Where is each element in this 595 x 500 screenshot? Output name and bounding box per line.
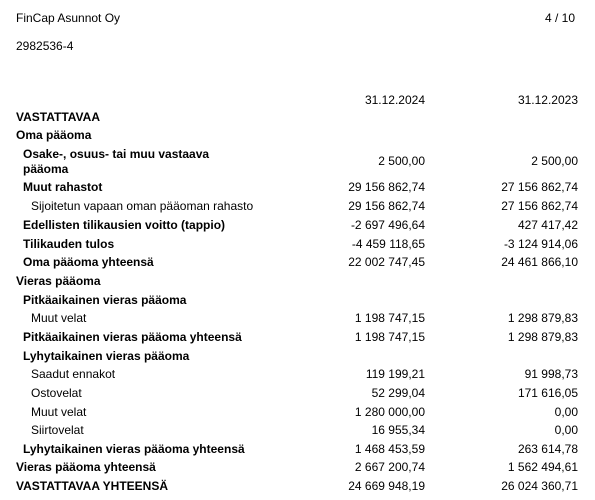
row-label: Vieras pääoma yhteensä: [16, 460, 156, 474]
row-label: Ostovelat: [31, 386, 82, 400]
value-current: 2 667 200,74: [354, 460, 425, 474]
value-previous: 0,00: [554, 405, 578, 419]
value-previous: 27 156 862,74: [501, 180, 578, 194]
row-label: Muut velat: [31, 405, 87, 419]
value-current: 22 002 747,45: [348, 255, 425, 269]
table-row: [0, 147, 595, 181]
column-header-previous: 31.12.2023: [517, 93, 578, 107]
table-row: [0, 423, 595, 441]
value-current: 2 500,00: [378, 154, 425, 168]
row-label: Pitkäaikainen vieras pääoma yhteensä: [23, 330, 242, 344]
value-current: 1 468 453,59: [354, 442, 425, 456]
value-current: -2 697 496,64: [350, 218, 425, 232]
value-current: 1 198 747,15: [354, 311, 425, 325]
table-row: [0, 479, 595, 497]
value-current: 16 955,34: [371, 423, 425, 437]
page-number: 4 / 10: [544, 11, 575, 25]
value-previous: 1 298 879,83: [507, 330, 578, 344]
value-previous: 263 614,78: [517, 442, 578, 456]
table-row: [0, 442, 595, 460]
value-previous: -3 124 914,06: [503, 237, 578, 251]
table-row: [0, 237, 595, 255]
value-previous: 91 998,73: [524, 367, 578, 381]
table-row: [0, 311, 595, 329]
value-current: 24 669 948,19: [348, 479, 425, 493]
column-header-current: 31.12.2024: [364, 93, 425, 107]
table-row: [0, 405, 595, 423]
row-label: Siirtovelat: [31, 423, 84, 437]
value-previous: 24 461 866,10: [501, 255, 578, 269]
value-previous: 171 616,05: [517, 386, 578, 400]
table-row: [0, 218, 595, 236]
business-id: 2982536-4: [16, 39, 74, 53]
value-current: 29 156 862,74: [348, 180, 425, 194]
value-previous: 1 562 494,61: [507, 460, 578, 474]
row-label: Saadut ennakot: [31, 367, 116, 381]
table-row: [0, 330, 595, 348]
row-label: Oma pääoma yhteensä: [23, 255, 154, 269]
table-row: [0, 460, 595, 478]
value-current: 1 198 747,15: [354, 330, 425, 344]
value-previous: 0,00: [554, 423, 578, 437]
table-row: [0, 386, 595, 404]
row-label: Edellisten tilikausien voitto (tappio): [23, 218, 226, 232]
value-current: -4 459 118,65: [351, 237, 425, 251]
table-row: [0, 110, 595, 128]
value-previous: 1 298 879,83: [507, 311, 578, 325]
table-row: [0, 180, 595, 198]
table-row: [0, 367, 595, 385]
row-label: Tilikauden tulos: [23, 237, 115, 251]
value-current: 1 280 000,00: [354, 405, 425, 419]
row-label: Lyhytaikainen vieras pääoma: [23, 349, 190, 363]
company-name: FinCap Asunnot Oy: [16, 11, 121, 25]
row-label: Muut rahastot: [23, 180, 103, 194]
row-label: Lyhytaikainen vieras pääoma yhteensä: [23, 442, 245, 456]
value-current: 29 156 862,74: [348, 199, 425, 213]
table-row: [0, 274, 595, 292]
table-row: [0, 128, 595, 146]
value-previous: 26 024 360,71: [501, 479, 578, 493]
table-row: [0, 255, 595, 273]
row-label: VASTATTAVAA YHTEENSÄ: [16, 479, 169, 493]
row-label: Osake-, osuus- tai muu vastaava pääoma: [23, 147, 210, 176]
value-current: 52 299,04: [371, 386, 425, 400]
row-label: Oma pääoma: [16, 128, 92, 142]
value-previous: 27 156 862,74: [501, 199, 578, 213]
value-current: 119 199,21: [365, 367, 425, 381]
row-label: Sijoitetun vapaan oman pääoman rahasto: [31, 199, 254, 213]
table-row: [0, 349, 595, 367]
table-row: [0, 199, 595, 217]
row-label: VASTATTAVAA: [16, 110, 100, 124]
table-row: [0, 293, 595, 311]
row-label: Pitkäaikainen vieras pääoma: [23, 293, 187, 307]
value-previous: 2 500,00: [531, 154, 578, 168]
value-previous: 427 417,42: [517, 218, 578, 232]
row-label: Vieras pääoma: [16, 274, 101, 288]
row-label: Muut velat: [31, 311, 87, 325]
